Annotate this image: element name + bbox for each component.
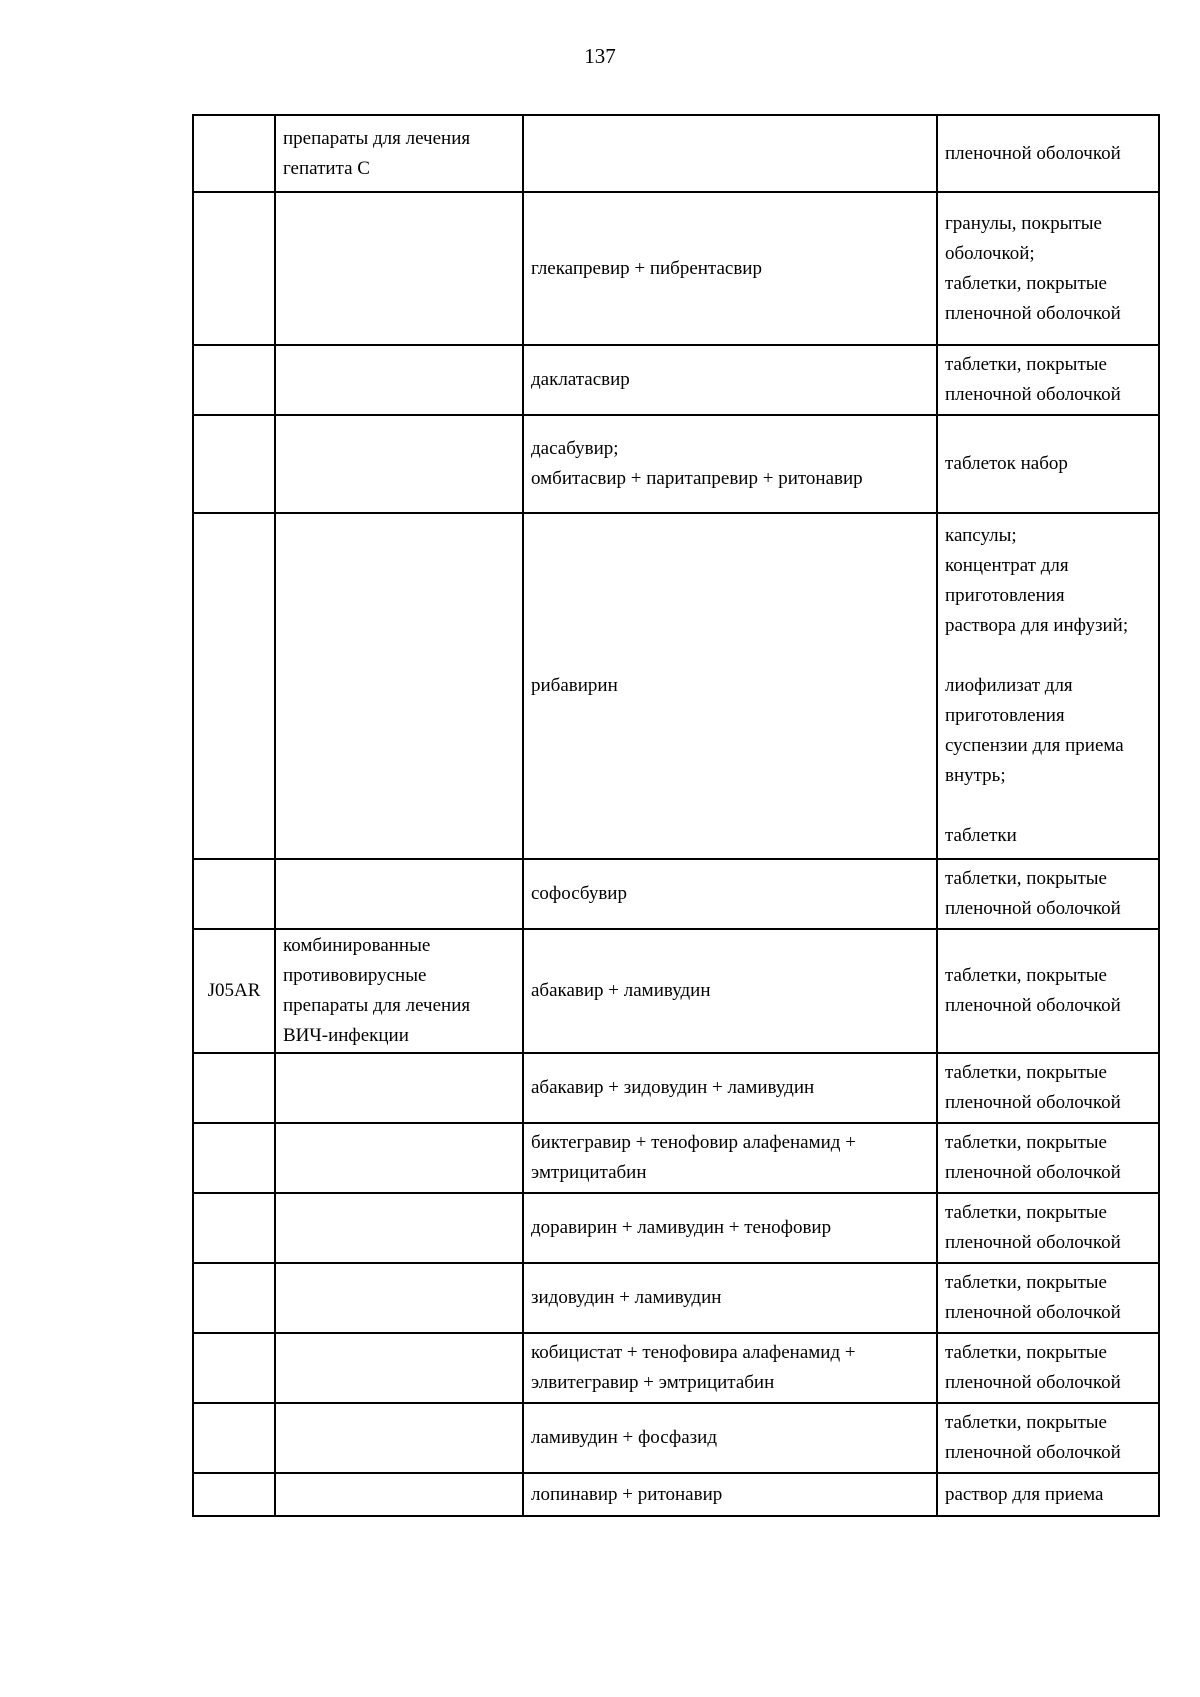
dosage-form-text: таблетки, покрытые пленочной оболочкой [945, 1062, 1121, 1113]
drug-name-cell: глекапревир + пибрентасвир [523, 192, 937, 345]
dosage-form-text: таблетки, покрытые пленочной оболочкой [945, 1202, 1121, 1253]
atc-code-cell [193, 1123, 275, 1193]
table-row [193, 859, 1159, 929]
dosage-forms-cell [937, 1403, 1159, 1473]
dosage-form-text: таблетки, покрытые пленочной оболочкой [945, 1412, 1121, 1463]
dosage-forms-cell [937, 513, 1159, 859]
drug-name-cell: дасабувир; омбитасвир + паритапревир + ритонавир [523, 415, 937, 513]
atc-code-cell [193, 415, 275, 513]
dosage-forms-cell [937, 1193, 1159, 1263]
dosage-form-text: таблеток набор [945, 453, 1068, 474]
group-name-cell: комбинированные противовирусные препараты для лечения ВИЧ-инфекции [275, 929, 523, 1053]
group-name-cell [275, 513, 523, 859]
drug-name-cell: биктегравир + тенофовир алафенамид + эмтрицитабин [523, 1123, 937, 1193]
table-row [193, 1333, 1159, 1403]
table-body [193, 115, 1159, 1516]
dosage-form-text: гранулы, покрытые оболочкой; таблетки, покрытые пленочной оболочкой [945, 212, 1121, 324]
atc-code-cell [193, 1333, 275, 1403]
table-row [193, 1193, 1159, 1263]
table-row [193, 1053, 1159, 1123]
dosage-form-text: пленочной оболочкой [945, 142, 1121, 164]
dosage-form-text: капсулы; концентрат для приготовления раствора для инфузий; [945, 525, 1129, 636]
forms-gap [945, 641, 1151, 671]
dosage-forms-cell [937, 1333, 1159, 1403]
drug-name-cell: абакавир + зидовудин + ламивудин [523, 1053, 937, 1123]
drug-name-cell: софосбувир [523, 859, 937, 929]
drug-table [192, 114, 1160, 1517]
atc-code-cell [193, 1403, 275, 1473]
dosage-forms-cell [937, 859, 1159, 929]
dosage-form-text: таблетки [945, 825, 1017, 846]
atc-code-cell: J05AR [193, 929, 275, 1053]
group-name-cell [275, 345, 523, 415]
group-name-cell: препараты для лечения гепатита С [275, 115, 523, 192]
group-name-cell [275, 192, 523, 345]
table-row [193, 415, 1159, 513]
dosage-form-text: таблетки, покрытые пленочной оболочкой [945, 1132, 1121, 1183]
group-name-cell [275, 1333, 523, 1403]
dosage-forms-cell [937, 1473, 1159, 1516]
page-number: 137 [584, 44, 616, 68]
table-row [193, 115, 1159, 192]
drug-name-cell: даклатасвир [523, 345, 937, 415]
table-row [193, 192, 1159, 345]
dosage-form-text: таблетки, покрытые пленочной оболочкой [945, 354, 1121, 405]
atc-code-cell [193, 1193, 275, 1263]
drug-name-cell: лопинавир + ритонавир [523, 1473, 937, 1516]
group-name-cell [275, 1473, 523, 1516]
dosage-form-text: таблетки, покрытые пленочной оболочкой [945, 1272, 1121, 1323]
atc-code-cell [193, 1053, 275, 1123]
table-row [193, 513, 1159, 859]
drug-name-cell: доравирин + ламивудин + тенофовир [523, 1193, 937, 1263]
table-row [193, 1263, 1159, 1333]
atc-code-cell [193, 1263, 275, 1333]
forms-gap [945, 791, 1151, 821]
drug-name-cell: рибавирин [523, 513, 937, 859]
group-name-cell [275, 1193, 523, 1263]
drug-name-cell: абакавир + ламивудин [523, 929, 937, 1053]
group-name-cell [275, 1263, 523, 1333]
dosage-forms-cell [937, 415, 1159, 513]
atc-code-cell [193, 345, 275, 415]
dosage-form-text: таблетки, покрытые пленочной оболочкой [945, 1342, 1121, 1393]
atc-code-cell [193, 1473, 275, 1516]
drug-name-cell: ламивудин + фосфазид [523, 1403, 937, 1473]
atc-code-cell [193, 513, 275, 859]
table-row [193, 929, 1159, 1053]
group-name-cell [275, 1053, 523, 1123]
atc-code-cell [193, 859, 275, 929]
dosage-form-text: лиофилизат для приготовления суспензии для приема внутрь; [945, 675, 1124, 786]
group-name-cell [275, 1403, 523, 1473]
table-row [193, 1403, 1159, 1473]
drug-name-cell [523, 115, 937, 192]
dosage-forms-cell [937, 1053, 1159, 1123]
table-row [193, 345, 1159, 415]
atc-code-cell [193, 192, 275, 345]
dosage-form-text: таблетки, покрытые пленочной оболочкой [945, 965, 1121, 1016]
dosage-forms-cell [937, 345, 1159, 415]
dosage-forms-cell [937, 929, 1159, 1053]
dosage-form-text: раствор для приема [945, 1483, 1104, 1505]
drug-name-cell: зидовудин + ламивудин [523, 1263, 937, 1333]
dosage-forms-cell [937, 192, 1159, 345]
table-row [193, 1123, 1159, 1193]
group-name-cell [275, 859, 523, 929]
atc-code-cell [193, 115, 275, 192]
dosage-forms-cell [937, 1123, 1159, 1193]
group-name-cell [275, 415, 523, 513]
dosage-forms-cell [937, 1263, 1159, 1333]
dosage-forms-cell [937, 115, 1159, 192]
group-name-cell [275, 1123, 523, 1193]
table-row [193, 1473, 1159, 1516]
dosage-form-text: таблетки, покрытые пленочной оболочкой [945, 868, 1121, 919]
drug-name-cell: кобицистат + тенофовира алафенамид + элвитегравир + эмтрицитабин [523, 1333, 937, 1403]
